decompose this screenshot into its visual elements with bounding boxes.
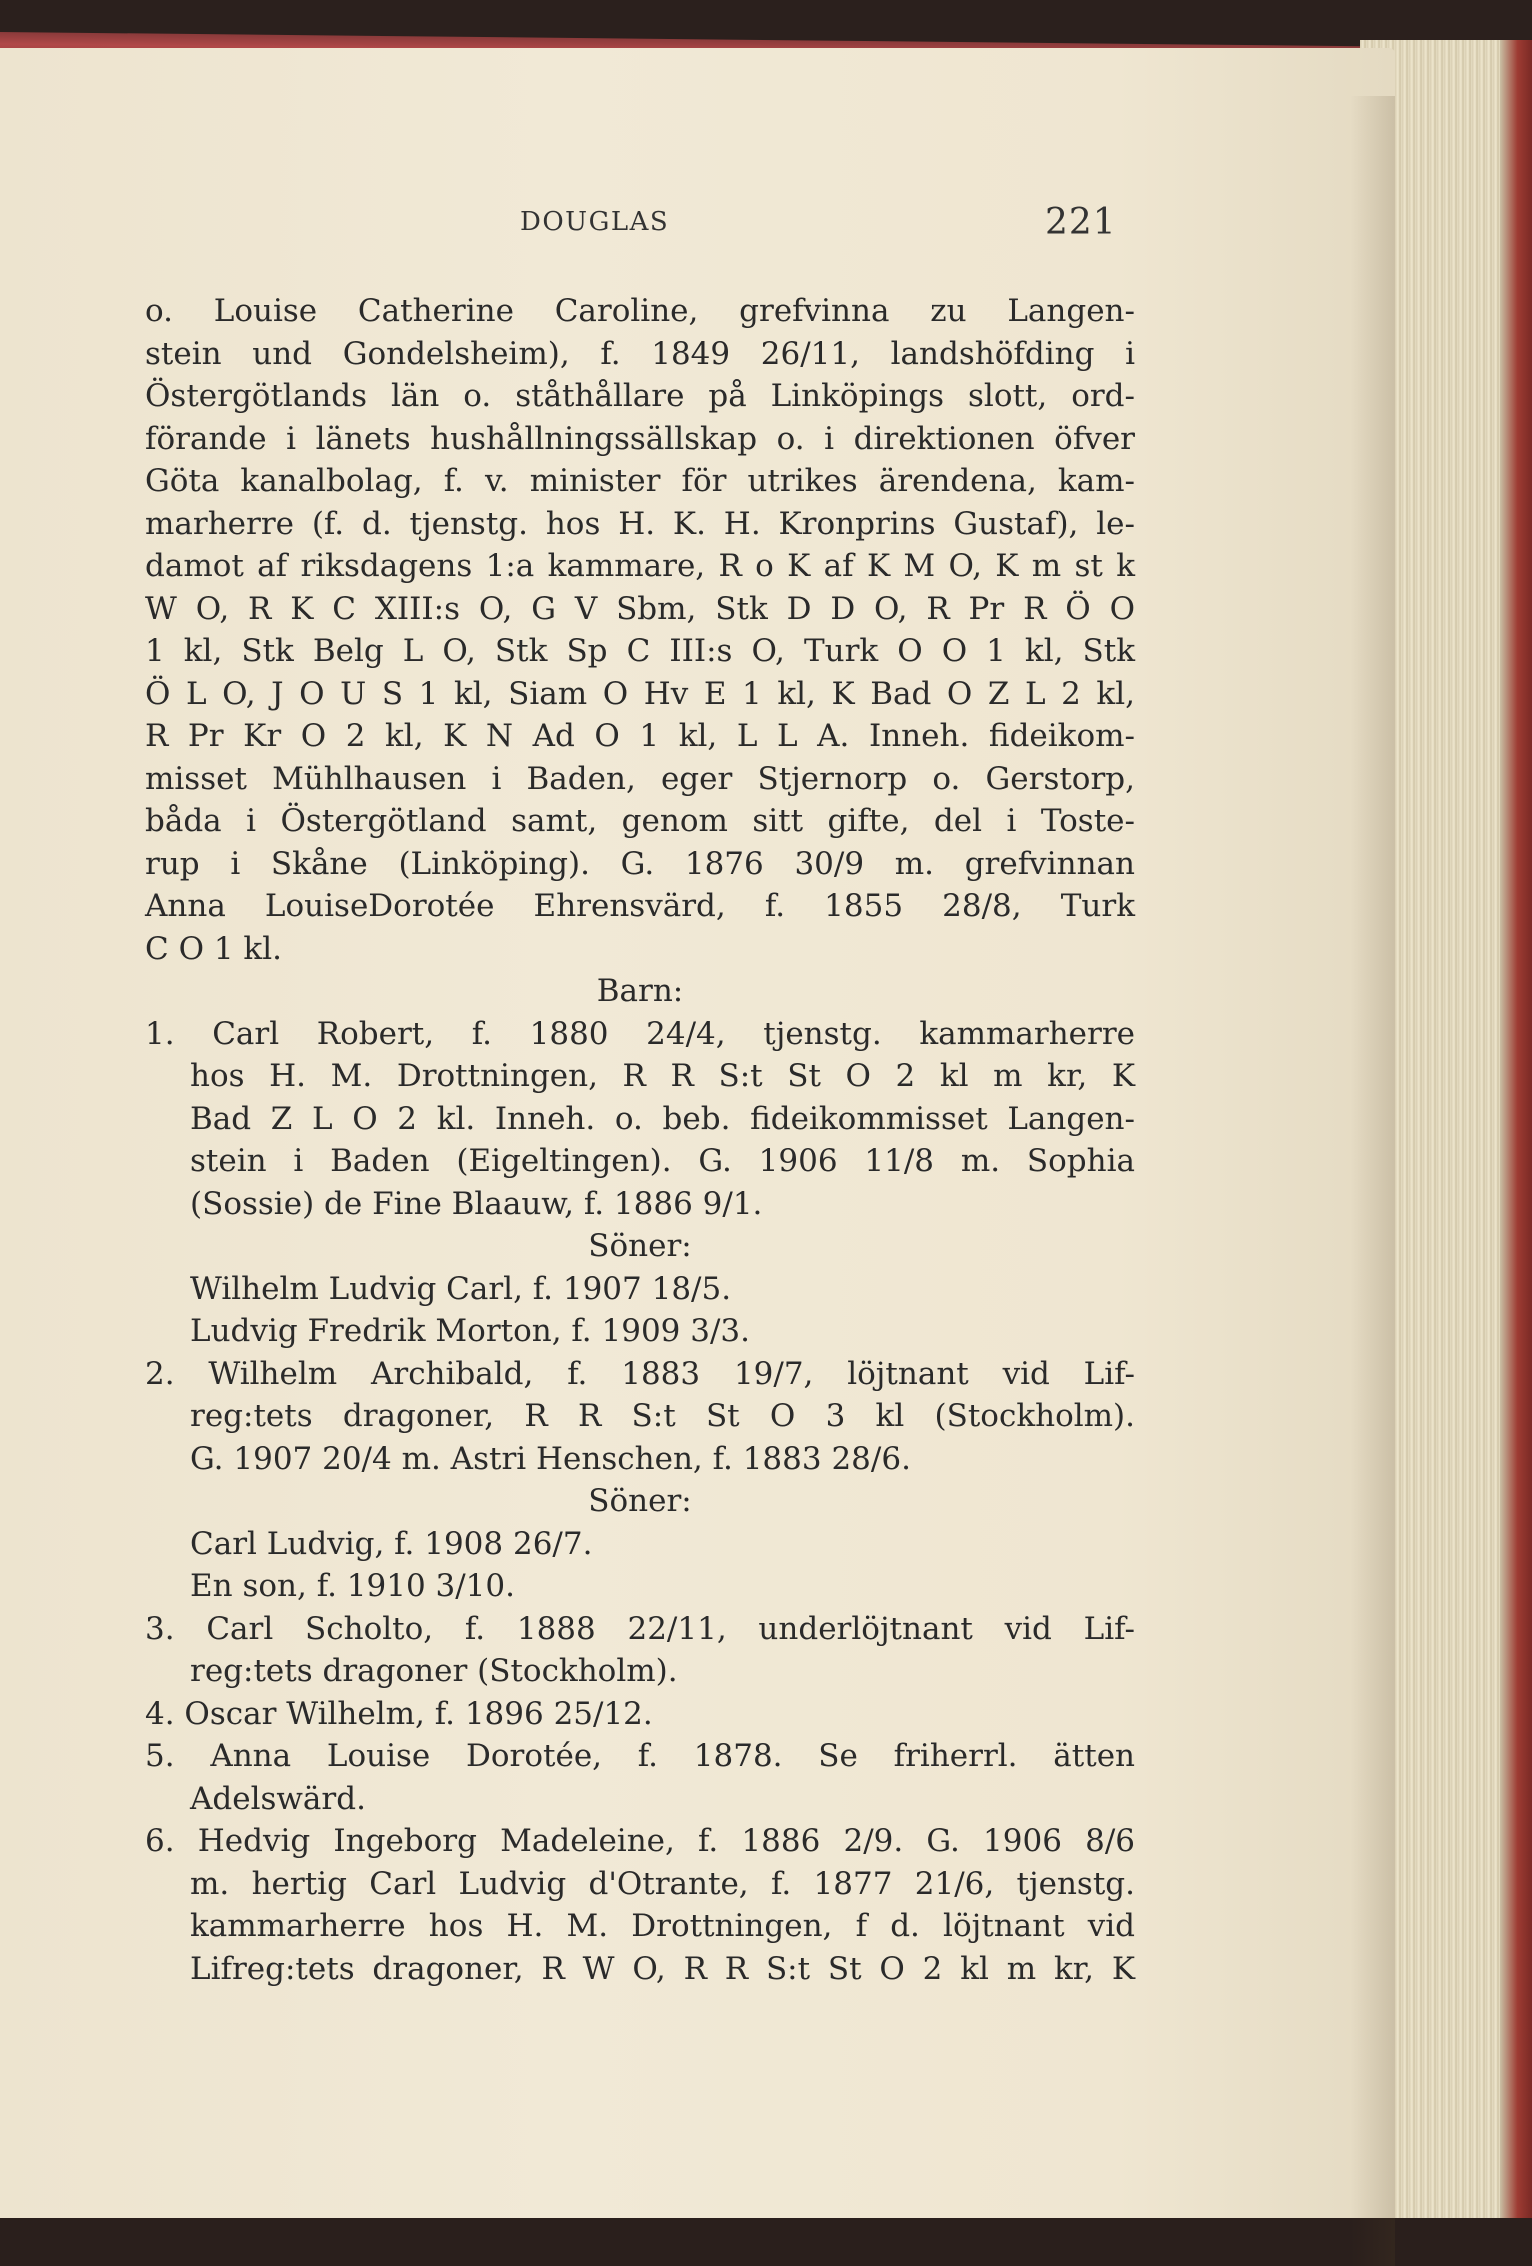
text-line: 1 kl, Stk Belg L O, Stk Sp C III:s O, Turk O O 1 kl, Stk <box>145 633 1135 669</box>
entry-line: 6. Hedvig Ingeborg Madeleine, f. 1886 2/9. G. 1906 8/6 <box>145 1823 1135 1859</box>
page-number: 221 <box>1045 202 1117 243</box>
entry-line: reg:tets dragoner (Stockholm). <box>190 1653 678 1689</box>
text-line: båda i Östergötland samt, genom sitt gifte, del i Toste- <box>145 803 1135 839</box>
child-entry: En son, f. 1910 3/10. <box>190 1568 515 1604</box>
text-line: Östergötlands län o. ståthållare på Linköpings slott, ord- <box>145 378 1135 414</box>
child-entry: Carl Ludvig, f. 1908 26/7. <box>190 1525 593 1562</box>
text-line: W O, R K C XIII:s O, G V Sbm, Stk D D O, R Pr R Ö O <box>145 590 1135 627</box>
child-entry: Wilhelm Ludvig Carl, f. 1907 18/5. <box>190 1270 732 1307</box>
running-head: DOUGLAS <box>520 207 670 237</box>
entry-line: m. hertig Carl Ludvig d'Otrante, f. 1877 21/6, tjenstg. <box>190 1865 1135 1902</box>
text-line: Göta kanalbolag, f. v. minister för utrikes ärendena, kam- <box>145 463 1135 499</box>
text-line: rup i Skåne (Linköping). G. 1876 30/9 m. grefvinnan <box>145 845 1135 882</box>
page-gutter-shadow <box>1350 96 1395 2266</box>
text-line: förande i länets hushållningssällskap o. i direktionen öfver <box>145 420 1135 457</box>
text-line: stein und Gondelsheim), f. 1849 26/11, landshöfding i <box>145 335 1135 372</box>
text-line: Ö L O, J O U S 1 kl, Siam O Hv E 1 kl, K Bad O Z L 2 kl, <box>145 675 1135 712</box>
section-heading: Söner: <box>588 1483 692 1519</box>
entry-line: 5. Anna Louise Dorotée, f. 1878. Se friherrl. ätten <box>145 1738 1135 1774</box>
text-line: R Pr Kr O 2 kl, K N Ad O 1 kl, L L A. Inneh. fideikom- <box>145 718 1135 754</box>
entry-line: kammarherre hos H. M. Drottningen, f d. löjtnant vid <box>190 1908 1135 1944</box>
entry-line: Adelswärd. <box>190 1780 366 1817</box>
text-line: damot af riksdagens 1:a kammare, R o K af K M O, K m st k <box>145 548 1135 584</box>
text-line: C O 1 kl. <box>145 930 282 967</box>
entry-line: (Sossie) de Fine Blaauw, f. 1886 9/1. <box>190 1185 763 1222</box>
entry-line: G. 1907 20/4 m. Astri Henschen, f. 1883 28/6. <box>190 1440 911 1477</box>
entry-line: 3. Carl Scholto, f. 1888 22/11, underlöjtnant vid Lif- <box>145 1610 1135 1647</box>
entry-line: hos H. M. Drottningen, R R S:t St O 2 kl m kr, K <box>190 1058 1135 1094</box>
child-entry: Ludvig Fredrik Morton, f. 1909 3/3. <box>190 1313 750 1349</box>
entry-line: Lifreg:tets dragoner, R W O, R R S:t St O 2 kl m kr, K <box>190 1950 1135 1987</box>
section-heading: Söner: <box>588 1228 692 1264</box>
page-text <box>145 290 1135 1990</box>
entry-line: reg:tets dragoner, R R S:t St O 3 kl (Stockholm). <box>190 1398 1135 1434</box>
entry-line: 4. Oscar Wilhelm, f. 1896 25/12. <box>145 1695 653 1732</box>
entry-line: 2. Wilhelm Archibald, f. 1883 19/7, löjtnant vid Lif- <box>145 1355 1135 1392</box>
section-heading: Barn: <box>596 973 684 1009</box>
book-cover-edge <box>1500 40 1532 2218</box>
entry-line: stein i Baden (Eigeltingen). G. 1906 11/8 m. Sophia <box>190 1143 1135 1179</box>
text-line: marherre (f. d. tjenstg. hos H. K. H. Kronprins Gustaf), le- <box>145 505 1135 542</box>
text-line: Anna LouiseDorotée Ehrensvärd, f. 1855 28/8, Turk <box>145 888 1135 924</box>
entry-line: Bad Z L O 2 kl. Inneh. o. beb. fideikommisset Langen- <box>190 1100 1135 1137</box>
text-line: o. Louise Catherine Caroline, grefvinna zu Langen- <box>145 293 1135 329</box>
entry-line: 1. Carl Robert, f. 1880 24/4, tjenstg. kammarherre <box>145 1015 1135 1052</box>
text-line: misset Mühlhausen i Baden, eger Stjernorp o. Gerstorp, <box>145 760 1135 797</box>
